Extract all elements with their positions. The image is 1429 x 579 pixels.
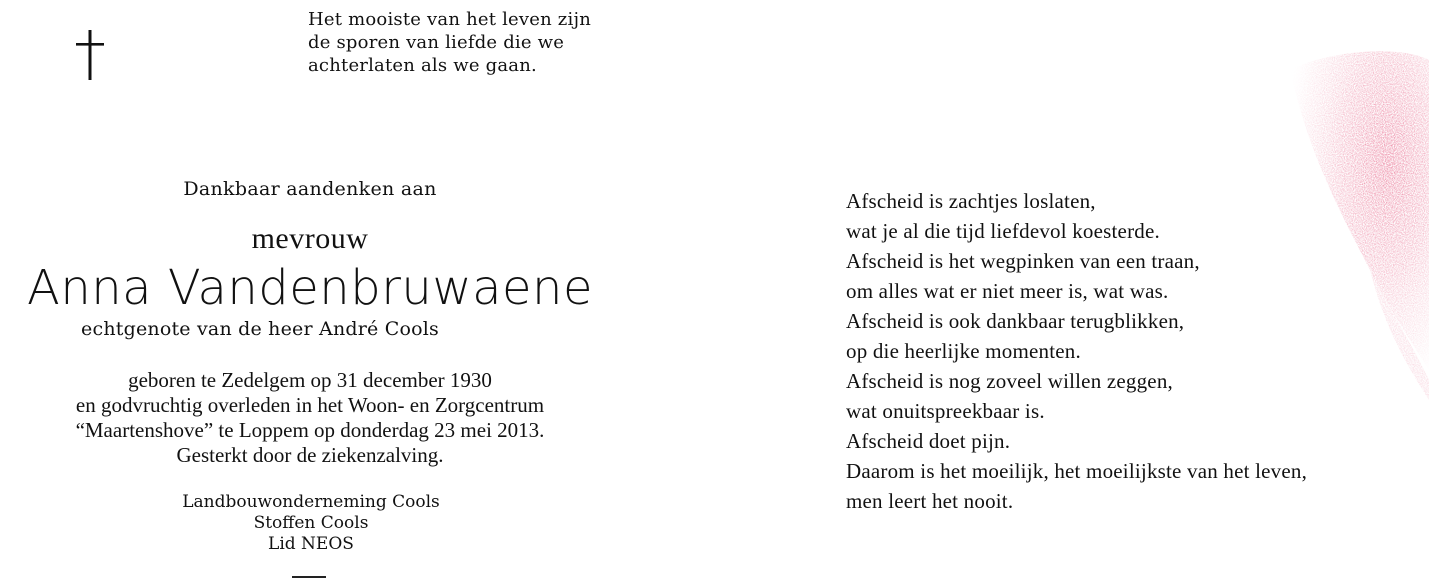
organization-line: Lid NEOS xyxy=(268,534,354,554)
poem-line: Afscheid is het wegpinken van een traan, xyxy=(846,249,1200,273)
life-line: Gesterkt door de ziekenzalving. xyxy=(176,443,444,467)
cross-icon xyxy=(74,30,106,80)
motto xyxy=(308,8,591,77)
poem-line: op die heerlijke momenten. xyxy=(846,339,1081,363)
motto-line: achterlaten als we gaan. xyxy=(308,55,537,76)
divider xyxy=(292,576,326,578)
spouse-text: echtgenote van de heer André Cools xyxy=(81,318,439,340)
organizations xyxy=(170,492,452,555)
life-details xyxy=(0,368,620,468)
organization-line: Stoffen Cools xyxy=(253,513,369,533)
life-line: geboren te Zedelgem op 31 december 1930 xyxy=(128,368,492,392)
life-line: en godvruchtig overleden in het Woon- en Zorgcentrum xyxy=(75,393,545,417)
poem-line: Afscheid doet pijn. xyxy=(846,429,1011,453)
organization-line: Landbouwonderneming Cools xyxy=(182,492,440,512)
motto-line: Het mooiste van het leven zijn xyxy=(308,9,592,30)
poem-line: Afscheid is ook dankbaar terugblikken, xyxy=(846,309,1185,333)
deceased-name: Anna Vandenbruwaene xyxy=(27,260,593,316)
motto-line: de sporen van liefde die we xyxy=(308,32,565,53)
poem-line: om alles wat er niet meer is, wat was. xyxy=(846,279,1169,303)
intro-text: Dankbaar aandenken aan xyxy=(183,178,437,200)
rose-petal-image xyxy=(1250,40,1429,400)
poem-line: Afscheid is nog zoveel willen zeggen, xyxy=(846,369,1173,393)
poem-line: wat onuitspreekbaar is. xyxy=(846,399,1045,423)
poem xyxy=(846,186,1307,516)
poem-line: Daarom is het moeilijk, het moeilijkste van het leven, xyxy=(846,459,1308,483)
poem-line: Afscheid is zachtjes loslaten, xyxy=(846,189,1096,213)
poem-line: men leert het nooit. xyxy=(846,489,1014,513)
poem-line: wat je al die tijd liefdevol koesterde. xyxy=(846,219,1160,243)
life-line: “Maartenshove” te Loppem op donderdag 23 mei 2013. xyxy=(75,418,545,442)
honorific: mevrouw xyxy=(251,222,369,255)
